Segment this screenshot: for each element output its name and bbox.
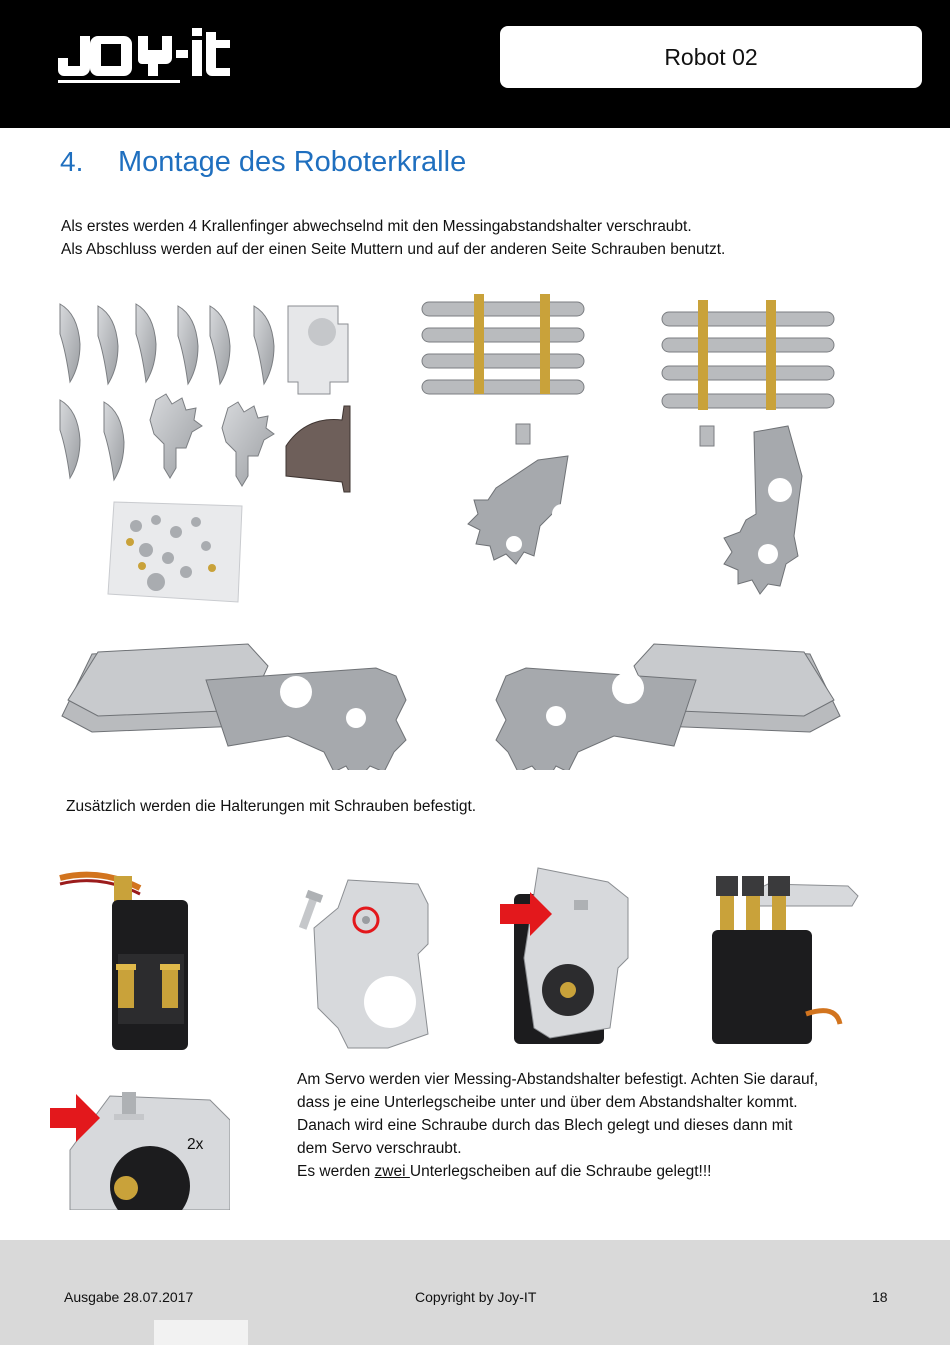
quantity-label: 2x [187, 1136, 204, 1153]
servo-line-5-end: Unterlegscheiben auf die Schraube gelegt!!! [409, 1163, 712, 1180]
intro-line-1: Als erstes werden 4 Krallenfinger abwechselnd mit den Messingabstandshalter verschraubt. [61, 218, 692, 235]
footer-strip [154, 1320, 248, 1345]
servo-line-3: Danach wird eine Schraube durch das Blech gelegt und dieses dann mit [297, 1117, 793, 1134]
section-heading [60, 146, 466, 186]
servo-assembly-photo [706, 864, 860, 1050]
servo-line-2: dass je eine Unterlegscheibe unter und über dem Abstandshalter kommt. [297, 1094, 798, 1111]
servo-line-5-start: Es werden [297, 1163, 375, 1180]
servo-standoffs-photo [58, 864, 198, 1054]
claw-halves-photo [56, 620, 846, 770]
footer-copyright: Copyright by Joy-IT [415, 1289, 537, 1305]
section-title: Montage des Roboterkralle [118, 146, 467, 178]
servo-instructions [297, 1068, 907, 1183]
finger-stack-photo-right [656, 292, 840, 604]
section-number: 4. [60, 146, 84, 177]
document-title-box [500, 26, 922, 88]
servo-mounted-arrow-photo [498, 864, 634, 1048]
intro-line-2: Als Abschluss werden auf der einen Seite Muttern und auf der anderen Seite Schrauben benutzt. [61, 241, 726, 258]
servo-line-1: Am Servo werden vier Messing-Abstandshalter befestigt. Achten Sie darauf, [297, 1071, 819, 1088]
brackets-note: Zusätzlich werden die Halterungen mit Schrauben befestigt. [66, 798, 477, 815]
servo-line-4: dem Servo verschraubt. [297, 1140, 462, 1157]
finger-stack-photo-left [418, 292, 598, 602]
servo-line-5-underlined: zwei [374, 1163, 410, 1180]
page-header [0, 0, 950, 128]
footer-edition: Ausgabe 28.07.2017 [64, 1289, 194, 1305]
joy-it-logo [56, 22, 232, 84]
claw-parts-photo [56, 296, 356, 606]
footer-page-number: 18 [872, 1289, 888, 1305]
servo-line-5 [297, 1160, 907, 1183]
intro-paragraph [61, 215, 725, 261]
document-title: Robot 02 [664, 43, 758, 70]
bracket-plate-photo [290, 874, 440, 1050]
